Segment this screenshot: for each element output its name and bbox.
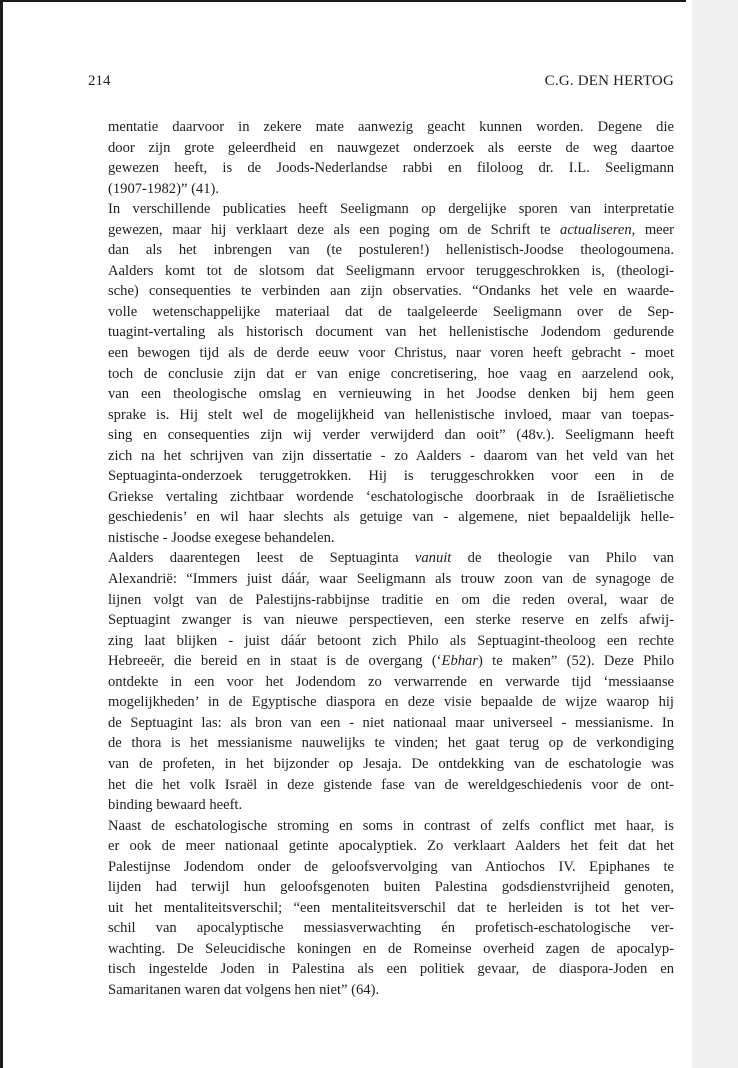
- text-line: [108, 775, 674, 796]
- italic-word: actualiseren: [560, 221, 632, 238]
- line-text: In verschillende publicaties heeft Seeligmann op dergelijke sporen van interpretatie: [108, 201, 674, 218]
- paragraph: [108, 816, 674, 1001]
- line-text: wachting. De Seleucidische koningen en de Romeinse overheid zagen de apocalyp-: [108, 940, 674, 957]
- text-line: [108, 631, 674, 652]
- line-text: Griekse vertaling zichtbaar wordende ‘eschatologische doorbraak in de Israëlietische: [108, 488, 674, 505]
- text-line: [108, 795, 674, 816]
- line-text: ontdekte in een voor het Jodendom zo verwarrende en verwarde tijd ‘messiaanse: [108, 673, 674, 690]
- line-text: (1907-1982)” (41).: [108, 180, 220, 197]
- text-line: [108, 158, 674, 179]
- text-line: [108, 364, 674, 385]
- text-line: [108, 179, 674, 200]
- text-line: [108, 138, 674, 159]
- line-text: nistische - Joodse exegese behandelen.: [108, 529, 335, 546]
- line-text: Aalders komt tot de slotsom dat Seeligmann ervoor teruggeschrokken is, (theologi-: [108, 262, 674, 279]
- line-text: sche) consequenties te verbinden aan zijn observaties. “Ondanks het vele en waarde-: [108, 283, 674, 300]
- paragraph: [108, 548, 674, 815]
- scan-edge-top: [0, 0, 738, 2]
- italic-word: Ebhar: [441, 653, 479, 670]
- text-line: [108, 384, 674, 405]
- line-text: Septuagint zwanger is van nieuwe perspectieven, een sterke reserve en zelfs afwij-: [108, 612, 674, 629]
- line-segment: ) te maken” (52). Deze Philo: [478, 653, 674, 670]
- line-text: dan als het inbrengen van (te postuleren!) hellenistisch-Joodse theologoumena.: [108, 242, 674, 259]
- line-text: van een theologische omslag en vernieuwing in het Joodse denken bij hem geen: [108, 386, 674, 403]
- text-line: [108, 240, 674, 261]
- text-line: [108, 446, 674, 467]
- line-text: lijnen volgt van de Palestijns-rabbijnse traditie en om die reden overal, waar de: [108, 591, 674, 608]
- line-text: mentatie daarvoor in zekere mate aanwezig geacht kunnen worden. Degene die: [108, 119, 674, 135]
- text-line: [108, 980, 674, 1001]
- page-number: 214: [88, 73, 111, 89]
- text-line: [108, 713, 674, 734]
- text-line: [108, 939, 674, 960]
- line-segment: Hebreeër, die bereid en in staat is de overgang (‘: [108, 653, 442, 670]
- line-text: Palestijnse Jodendom onder de geloofsvervolging van Antiochos IV. Epiphanes te: [108, 858, 674, 875]
- line-text: door zijn grote geleerdheid en nauwgezet onderzoek als eerste de weg daartoe: [108, 139, 674, 156]
- text-line: [108, 528, 674, 549]
- text-line: [108, 692, 674, 713]
- text-line: [108, 343, 674, 364]
- text-line: [108, 959, 674, 980]
- text-line: [108, 487, 674, 508]
- line-segment: gewezen, maar hij verklaart deze als een poging om de Schrift te: [108, 221, 561, 238]
- line-text: van de profeten, in het bijzonder op Jesaja. De ontdekking van de eschatologie was: [108, 755, 674, 772]
- line-text: zing laat blijken - juist dáár betoont zich Philo als Septuagint-theoloog een rechte: [108, 632, 674, 649]
- text-line: [108, 590, 674, 611]
- paragraph: [108, 117, 674, 199]
- text-line: [108, 220, 674, 241]
- line-text: volle wetenschappelijke materiaal dat de taalgeleerde Seeligmann over de Sep-: [108, 303, 674, 320]
- line-text: gewezen heeft, is de Joods-Nederlandse rabbi en filoloog dr. I.L. Seeligmann: [108, 160, 674, 177]
- line-text: mogelijkheden’ in de Egyptische diaspora en deze visie bepaalde de wijze waarop hij: [108, 694, 674, 711]
- line-text: sing en consequenties zijn wij verder verwijderd dan ooit” (48v.). Seeligmann heeft: [108, 427, 674, 444]
- text-line: [108, 733, 674, 754]
- line-text: tuagint-vertaling als historisch document van het hellenistische Jodendom gedurende: [108, 324, 674, 341]
- line-text: tisch ingestelde Joden in Palestina als een politiek gevaar, de diaspora-Joden en: [108, 961, 674, 978]
- line-segment: , meer: [631, 221, 674, 238]
- line-text: het die het volk Israël in deze gistende fase van de wereldgeschiedenis voor de ont-: [108, 776, 674, 793]
- line-text: lijden had terwijl hun geloofsgenoten buiten Palestina godsdienstvrijheid genoten,: [108, 879, 674, 896]
- text-line: [108, 754, 674, 775]
- line-text: er ook de meer nationaal getinte apocalyptiek. Zo verklaart Aalders het feit dat het: [108, 838, 674, 855]
- line-text: geschiedenis’ en wil haar slechts als getuige van - algemene, niet bepaaldelijk helle-: [108, 509, 674, 526]
- text-line: [108, 548, 674, 569]
- text-line: [108, 836, 674, 857]
- text-line: [108, 816, 674, 837]
- text-line: [108, 117, 674, 138]
- line-text: Naast de eschatologische stroming en soms in contrast of zelfs conflict met haar, is: [108, 817, 674, 834]
- line-segment: de theologie van Philo van: [451, 550, 674, 567]
- line-text: uit het mentaliteitsverschil; “een mentaliteitsverschil dat te herleiden is tot het ver-: [108, 899, 674, 916]
- text-line: [108, 466, 674, 487]
- line-text: toch de conclusie zijn dat er van enige concretisering, hoe vaag en aarzelend ook,: [108, 365, 674, 382]
- text-line: [108, 857, 674, 878]
- running-head: [88, 71, 674, 91]
- line-text: zich na het schrijven van zijn dissertatie - zo Aalders - daarom van het veld van het: [108, 447, 674, 464]
- text-line: [108, 918, 674, 939]
- line-text: een bewogen tijd als de derde eeuw voor Christus, naar voren heeft gebracht - moet: [108, 345, 674, 362]
- text-line: [108, 507, 674, 528]
- text-line: [108, 322, 674, 343]
- running-title: C.G. DEN HERTOG: [544, 73, 674, 89]
- text-line: [108, 425, 674, 446]
- scan-edge-left: [0, 0, 3, 1068]
- line-text: binding bewaard heeft.: [108, 797, 243, 814]
- body-text: [108, 117, 674, 1001]
- line-text: schil van apocalyptische messiasverwachting én profetisch-eschatologische ver-: [108, 920, 674, 937]
- line-text: Samaritanen waren dat volgens hen niet” (64).: [108, 981, 380, 998]
- text-line: [108, 569, 674, 590]
- line-text: Septuaginta-onderzoek teruggetrokken. Hij is teruggeschrokken voor een in de: [108, 468, 674, 485]
- text-line: [108, 898, 674, 919]
- line-text: de thora is het messianisme nauwelijks te vinden; het gaat terug op de verkondiging: [108, 735, 674, 752]
- text-line: [108, 199, 674, 220]
- text-line: [108, 651, 674, 672]
- paragraph: [108, 199, 674, 548]
- text-line: [108, 610, 674, 631]
- text-line: [108, 877, 674, 898]
- italic-word: vanuit: [414, 550, 452, 567]
- text-line: [108, 302, 674, 323]
- text-line: [108, 405, 674, 426]
- text-line: [108, 281, 674, 302]
- text-line: [108, 672, 674, 693]
- text-line: [108, 261, 674, 282]
- line-text: de Septuagint las: als bron van een - niet nationaal maar universeel - messianisme. In: [108, 714, 674, 731]
- line-segment: Aalders daarentegen leest de Septuaginta: [108, 550, 415, 567]
- line-text: Alexandrië: “Immers juist dáár, waar Seeligmann als trouw zoon van de synagoge de: [108, 571, 674, 588]
- scan-edge-right: [686, 0, 738, 1068]
- line-text: sprake is. Hij stelt wel de mogelijkheid van hellenistische invloed, maar van toepas-: [108, 406, 674, 423]
